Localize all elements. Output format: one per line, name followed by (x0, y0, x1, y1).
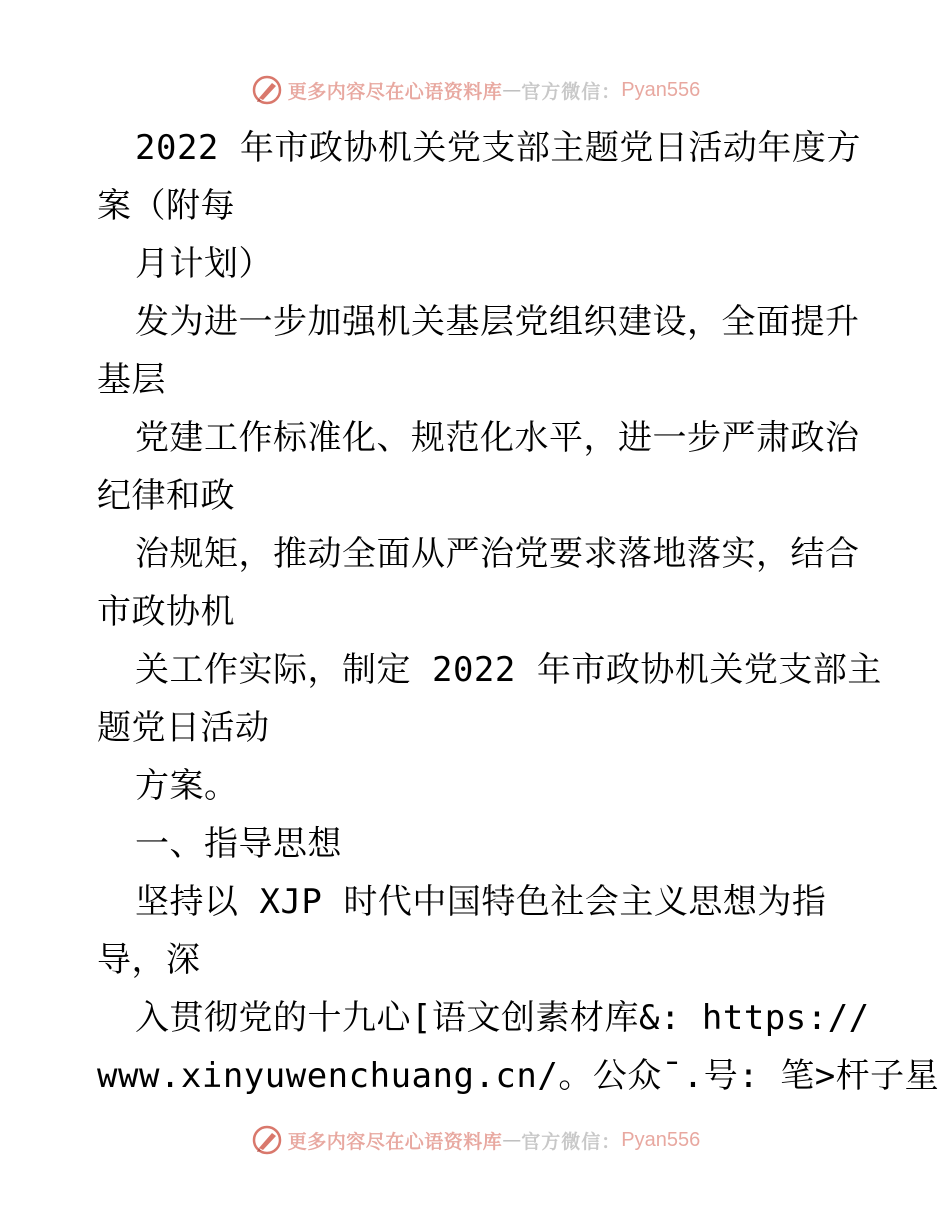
watermark-site-text: 更多内容尽在心语资料库 (287, 80, 503, 103)
paragraph-line: 方案。 (135, 766, 239, 806)
title-line-2: 案（附每 (97, 186, 235, 226)
watermark-contact-id: Pyan556 (621, 78, 701, 101)
paragraph-line: 入贯彻党的十九心[语文创素材库&: https:// (135, 998, 870, 1038)
paragraph-line: 纪律和政 (97, 476, 235, 516)
watermark-separator: — (502, 79, 522, 101)
watermark-contact-label: 官方微信： (521, 1130, 622, 1153)
footer-watermark (0, 1120, 950, 1160)
paragraph-line: www.xinyuwenchuang.cn/。公众¯.号: 笔>杆子星 (97, 1056, 940, 1096)
paragraph-line: 治规矩，推动全面从严治党要求落地落实，结合 (135, 534, 860, 574)
paragraph-line: 关工作实际，制定 2022 年市政协机关党支部主 (135, 650, 882, 690)
title-line-1: 2022 年市政协机关党支部主题党日活动年度方 (135, 128, 861, 168)
pen-logo-icon (250, 73, 284, 107)
paragraph-line: 坚持以 XJP 时代中国特色社会主义思想为指 (135, 882, 827, 922)
watermark-site-text: 更多内容尽在心语资料库 (287, 1130, 503, 1153)
title-line-3: 月计划） (135, 244, 273, 284)
paragraph-line: 基层 (97, 360, 166, 400)
header-watermark (0, 70, 950, 110)
pen-logo-icon (250, 1123, 284, 1157)
watermark-contact-label: 官方微信： (521, 80, 622, 103)
paragraph-line: 导，深 (97, 940, 201, 980)
paragraph-line: 题党日活动 (97, 708, 270, 748)
paragraph-line: 发为进一步加强机关基层党组织建设，全面提升 (135, 302, 860, 342)
watermark-separator: — (502, 1129, 522, 1151)
watermark-contact-id: Pyan556 (621, 1128, 701, 1151)
paragraph-line: 市政协机 (97, 592, 235, 632)
section-heading: 一、指导思想 (135, 824, 342, 864)
paragraph-line: 党建工作标准化、规范化水平，进一步严肃政治 (135, 418, 860, 458)
